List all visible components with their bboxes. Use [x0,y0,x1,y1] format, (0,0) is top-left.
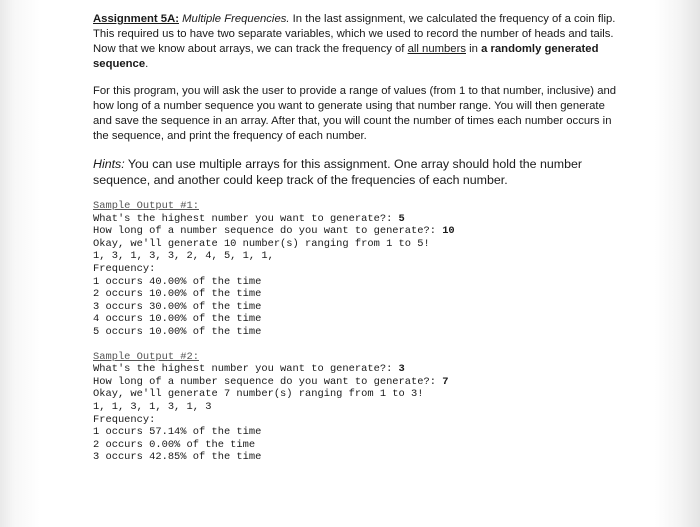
code-line: 1 occurs 57.14% of the time [93,426,262,439]
code-line: 1, 3, 1, 3, 3, 2, 4, 5, 1, 1, [93,250,274,263]
intro-underline-text: all numbers [407,43,466,55]
code-line [93,225,623,238]
sample-title: Sample Output #2: [93,350,200,363]
code-line: 4 occurs 10.00% of the time [93,313,262,326]
code-line: 3 occurs 42.85% of the time [93,451,262,464]
code-line: 2 occurs 10.00% of the time [93,288,262,301]
hints-text: You can use multiple arrays for this assignment. One array should hold the number sequence, and another could keep track of the frequencies of each number. [93,157,583,187]
code-line: 1, 1, 3, 1, 3, 1, 3 [93,400,212,413]
intro-text-1: In the last assignment, we calculated the frequency of a coin flip. This required us to have two separate variables, which we used to record the number of heads and tails. Now that we know about arrays, we can track the frequency of [93,13,616,55]
sample-title: Sample Output #1: [93,200,200,212]
code-line [93,376,623,389]
user-input: 3 [398,363,405,376]
hints-label: Hints: [93,157,125,171]
intro-text-2: in [466,43,482,55]
program-paragraph: For this program, you will ask the user to provide a range of values (from 1 to that number, inclusive) and how long of a number sequence you want to generate using that number range. You will then generate and save the sequence in an array. After that, you will count the number of times each number occurs in the sequence, and print the frequency of each number. [93,85,617,142]
code-line [93,213,623,226]
document-page [93,12,623,476]
intro-text-3: . [145,58,149,70]
prompt-text: How long of a number sequence do you want to generate?: [93,225,443,238]
code-line: 5 occurs 10.00% of the time [93,325,262,338]
prompt-text: What's the highest number you want to generate?: [93,363,399,376]
prompt-text: What's the highest number you want to generate?: [93,212,399,225]
user-input: 5 [398,212,405,225]
sample-output-1 [93,200,623,339]
assignment-heading: Assignment 5A: [93,13,179,25]
assignment-subtitle: Multiple Frequencies. [182,13,290,25]
hints-paragraph [93,156,623,188]
code-line: Okay, we'll generate 7 number(s) ranging from 1 to 3! [93,388,424,401]
user-input: 10 [442,225,455,238]
code-line: Okay, we'll generate 10 number(s) ranging from 1 to 5! [93,237,430,250]
code-line: Frequency: [93,262,156,275]
code-line [93,363,623,376]
code-line: Frequency: [93,413,156,426]
prompt-text: How long of a number sequence do you want to generate?: [93,375,443,388]
code-line: 1 occurs 40.00% of the time [93,275,262,288]
sample-output-2 [93,351,623,464]
code-line: 2 occurs 0.00% of the time [93,438,256,451]
intro-bold-text: a randomly generated sequence [93,43,599,70]
intro-paragraph [93,12,623,72]
code-line: 3 occurs 30.00% of the time [93,300,262,313]
user-input: 7 [442,375,449,388]
